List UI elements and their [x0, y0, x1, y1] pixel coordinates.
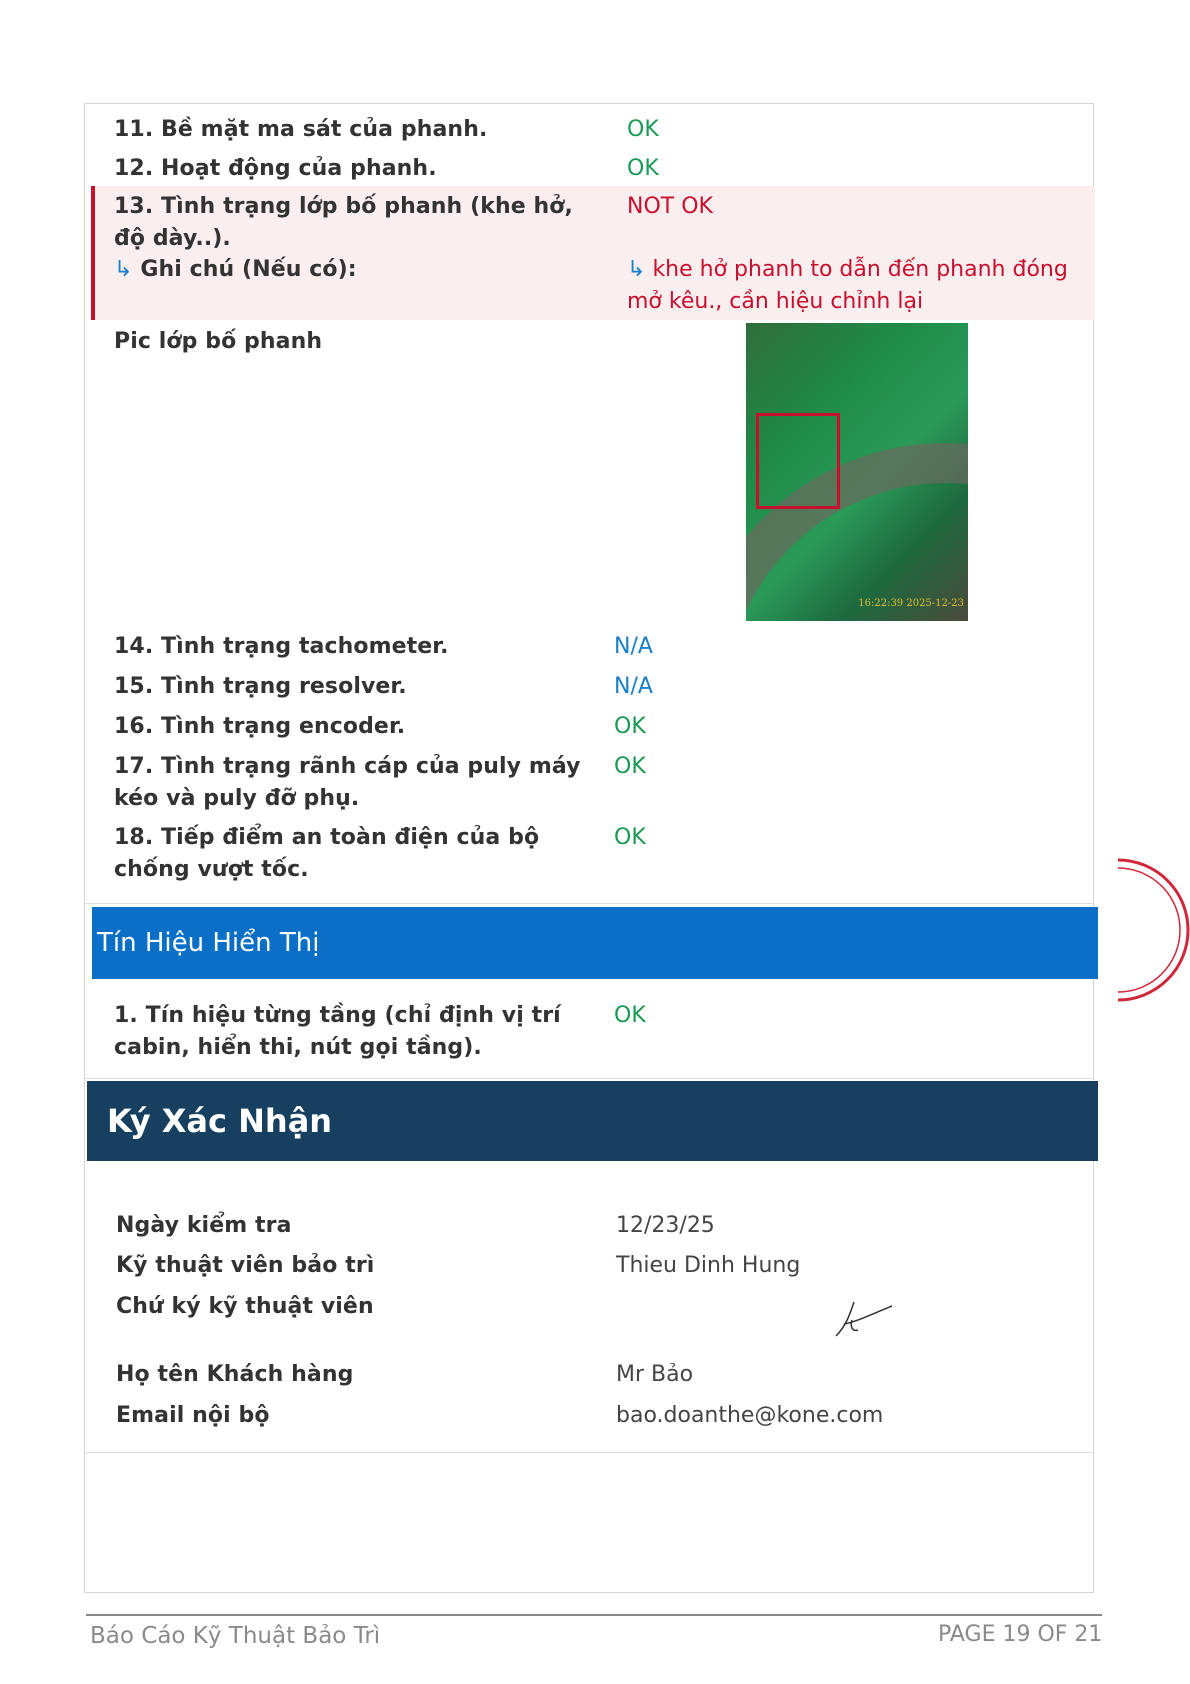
item-label: 12. Hoạt động của phanh. — [114, 156, 437, 181]
section-header-signal: Tín Hiệu Hiển Thị — [92, 907, 1098, 979]
signoff-label: Chứ ký kỹ thuật viên — [116, 1294, 374, 1319]
photo-highlight-box — [756, 413, 840, 509]
divider — [84, 903, 1094, 904]
item-status: OK — [614, 1003, 646, 1028]
item-status: N/A — [614, 634, 653, 659]
customer-name: Mr Bảo — [616, 1362, 694, 1387]
item-status: OK — [614, 754, 646, 779]
footer-rule — [86, 1614, 1102, 1616]
divider — [84, 1452, 1094, 1453]
company-seal — [1118, 850, 1190, 1010]
photo-label: Pic lớp bố phanh — [114, 329, 323, 354]
page-number: PAGE 19 OF 21 — [938, 1622, 1103, 1647]
item-status: N/A — [614, 674, 653, 699]
item-status: OK — [627, 117, 659, 142]
signoff-label: Họ tên Khách hàng — [116, 1362, 354, 1387]
item-label: 14. Tình trạng tachometer. — [114, 634, 449, 659]
item-label: 17. Tình trạng rãnh cáp của puly máy kéo và puly đỡ phụ. — [114, 754, 581, 811]
return-arrow-icon: ↳ — [627, 257, 646, 282]
item-status: OK — [614, 825, 646, 850]
item-label: 18. Tiếp điểm an toàn điện của bộ chống vượt tốc. — [114, 825, 540, 882]
item-status: NOT OK — [627, 194, 713, 219]
item-label: 15. Tình trạng resolver. — [114, 674, 407, 699]
divider — [84, 1078, 1094, 1079]
photo-timestamp: 16:22:39 2025-12-23 — [858, 598, 964, 609]
internal-email: bao.doanthe@kone.com — [616, 1403, 884, 1428]
inspection-date: 12/23/25 — [616, 1213, 715, 1238]
section-header-signoff: Ký Xác Nhận — [87, 1081, 1098, 1161]
item-status: OK — [627, 156, 659, 181]
signoff-label: Email nội bộ — [116, 1403, 270, 1428]
note-label — [114, 254, 609, 286]
signoff-label: Ngày kiểm tra — [116, 1213, 292, 1238]
item-status: OK — [614, 714, 646, 739]
item-label: 16. Tình trạng encoder. — [114, 714, 406, 739]
item-label: 11. Bề mặt ma sát của phanh. — [114, 117, 488, 142]
note-value-text: khe hở phanh to dẫn đến phanh đóng mở kêu., cần hiệu chỉnh lại — [627, 257, 1068, 314]
item-label: 1. Tín hiệu từng tầng (chỉ định vị trí cabin, hiển thi, nút gọi tầng). — [114, 1003, 561, 1060]
item-label: 13. Tình trạng lớp bố phanh (khe hở, độ dày..). — [114, 194, 573, 251]
return-arrow-icon: ↳ — [114, 257, 133, 282]
brake-lining-photo — [746, 323, 968, 621]
signoff-label: Kỹ thuật viên bảo trì — [116, 1253, 375, 1278]
note-value — [627, 254, 1087, 318]
note-label-text: Ghi chú (Nếu có): — [140, 257, 357, 282]
technician-signature — [832, 1296, 896, 1342]
footer-title: Báo Cáo Kỹ Thuật Bảo Trì — [90, 1623, 381, 1649]
technician-name: Thieu Dinh Hung — [616, 1253, 801, 1278]
